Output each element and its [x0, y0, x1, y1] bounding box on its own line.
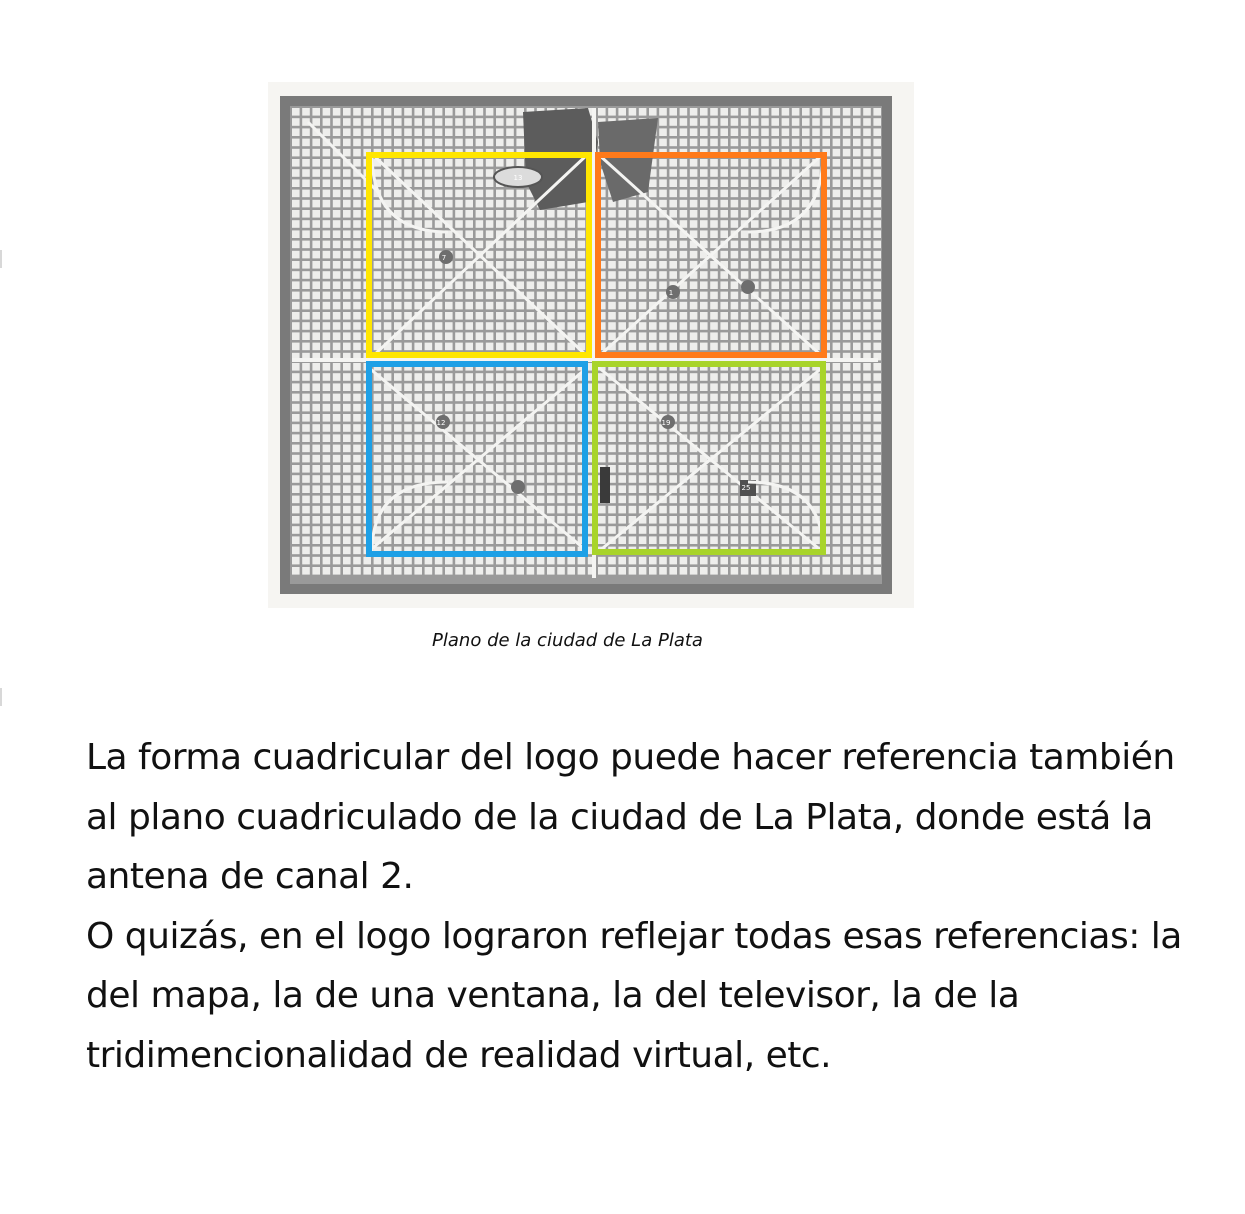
map-label: 19 — [661, 419, 671, 427]
map-label: 13 — [513, 174, 523, 182]
map-label: 1 — [668, 289, 674, 297]
dark-block — [600, 467, 610, 503]
paragraph-grid-reference: La forma cuadricular del logo puede hacer referencia también al plano cuadriculado de la ciudad de La Plata, donde está la antena de canal 2. — [86, 737, 1175, 897]
city-map-drawing — [268, 82, 914, 608]
left-edge-mark — [0, 688, 2, 706]
map-label: 7 — [441, 254, 447, 262]
map-caption: Plano de la ciudad de La Plata — [432, 630, 703, 651]
left-edge-mark — [0, 250, 2, 268]
body-text — [86, 728, 1196, 1085]
map-label: 12 — [436, 419, 446, 427]
plaza-marker — [741, 280, 755, 294]
city-map-image — [268, 82, 914, 608]
paragraph-logo-references: O quizás, en el logo lograron reflejar todas esas referencias: la del mapa, la de una ventana, la del televisor, la de la tridimencionalidad de realidad virtual, etc. — [86, 915, 1182, 1076]
map-label: 25 — [741, 484, 751, 492]
plaza-marker — [511, 480, 525, 494]
